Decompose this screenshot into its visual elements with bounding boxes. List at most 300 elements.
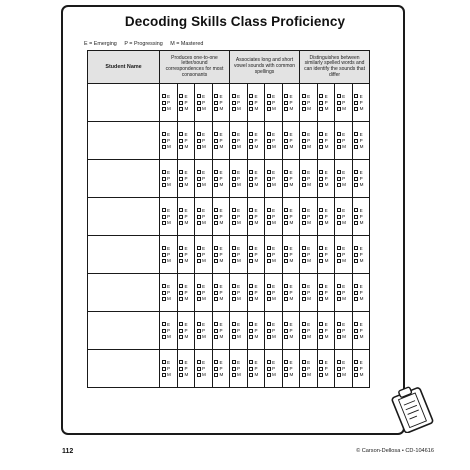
rating-option[interactable] — [249, 366, 262, 371]
rating-option[interactable] — [179, 132, 192, 137]
rating-option[interactable] — [354, 94, 367, 99]
rating-option[interactable] — [162, 100, 175, 105]
rating-option[interactable] — [197, 334, 210, 339]
checkbox[interactable] — [302, 246, 306, 250]
rating-option[interactable] — [214, 208, 227, 213]
rating-option[interactable] — [302, 284, 315, 289]
checkbox[interactable] — [337, 329, 341, 333]
rating-option[interactable] — [249, 100, 262, 105]
rating-option[interactable] — [337, 334, 350, 339]
checkbox[interactable] — [197, 246, 201, 250]
rating-option[interactable] — [232, 132, 245, 137]
rating-option[interactable] — [319, 220, 332, 225]
checkbox[interactable] — [214, 322, 218, 326]
checkbox[interactable] — [179, 101, 183, 105]
checkbox[interactable] — [197, 132, 201, 136]
checkbox[interactable] — [319, 297, 323, 301]
rating-option[interactable] — [162, 328, 175, 333]
checkbox[interactable] — [267, 329, 271, 333]
rating-option[interactable] — [162, 284, 175, 289]
rating-option[interactable] — [319, 328, 332, 333]
rating-option[interactable] — [197, 138, 210, 143]
checkbox[interactable] — [249, 145, 253, 149]
rating-option[interactable] — [179, 214, 192, 219]
checkbox[interactable] — [337, 170, 341, 174]
rating-option[interactable] — [337, 176, 350, 181]
rating-option[interactable] — [162, 252, 175, 257]
rating-option[interactable] — [232, 208, 245, 213]
rating-option[interactable] — [197, 176, 210, 181]
checkbox[interactable] — [232, 132, 236, 136]
rating-option[interactable] — [197, 208, 210, 213]
checkbox[interactable] — [267, 101, 271, 105]
checkbox[interactable] — [214, 259, 218, 263]
checkbox[interactable] — [197, 145, 201, 149]
rating-option[interactable] — [354, 290, 367, 295]
checkbox[interactable] — [354, 139, 358, 143]
checkbox[interactable] — [354, 329, 358, 333]
checkbox[interactable] — [337, 139, 341, 143]
checkbox[interactable] — [319, 253, 323, 257]
rating-option[interactable] — [284, 334, 297, 339]
checkbox[interactable] — [302, 329, 306, 333]
rating-option[interactable] — [249, 360, 262, 365]
checkbox[interactable] — [162, 360, 166, 364]
checkbox[interactable] — [249, 284, 253, 288]
rating-option[interactable] — [232, 170, 245, 175]
rating-option[interactable] — [249, 170, 262, 175]
checkbox[interactable] — [354, 297, 358, 301]
rating-option[interactable] — [337, 220, 350, 225]
checkbox[interactable] — [179, 360, 183, 364]
checkbox[interactable] — [302, 139, 306, 143]
rating-option[interactable] — [354, 176, 367, 181]
checkbox[interactable] — [179, 259, 183, 263]
rating-option[interactable] — [319, 100, 332, 105]
rating-option[interactable] — [284, 246, 297, 251]
checkbox[interactable] — [267, 139, 271, 143]
rating-option[interactable] — [337, 246, 350, 251]
checkbox[interactable] — [249, 107, 253, 111]
checkbox[interactable] — [232, 284, 236, 288]
rating-option[interactable] — [162, 360, 175, 365]
rating-option[interactable] — [197, 296, 210, 301]
rating-option[interactable] — [319, 296, 332, 301]
rating-option[interactable] — [162, 182, 175, 187]
rating-option[interactable] — [179, 290, 192, 295]
rating-option[interactable] — [319, 252, 332, 257]
checkbox[interactable] — [162, 335, 166, 339]
rating-option[interactable] — [319, 182, 332, 187]
rating-option[interactable] — [179, 100, 192, 105]
rating-option[interactable] — [302, 170, 315, 175]
checkbox[interactable] — [179, 221, 183, 225]
rating-option[interactable] — [162, 208, 175, 213]
rating-option[interactable] — [232, 252, 245, 257]
checkbox[interactable] — [179, 329, 183, 333]
checkbox[interactable] — [197, 322, 201, 326]
rating-option[interactable] — [302, 138, 315, 143]
checkbox[interactable] — [354, 107, 358, 111]
checkbox[interactable] — [284, 132, 288, 136]
checkbox[interactable] — [232, 170, 236, 174]
checkbox[interactable] — [197, 215, 201, 219]
rating-option[interactable] — [179, 220, 192, 225]
rating-option[interactable] — [179, 208, 192, 213]
checkbox[interactable] — [337, 253, 341, 257]
rating-option[interactable] — [197, 284, 210, 289]
rating-option[interactable] — [302, 144, 315, 149]
checkbox[interactable] — [232, 221, 236, 225]
checkbox[interactable] — [249, 246, 253, 250]
checkbox[interactable] — [179, 177, 183, 181]
rating-option[interactable] — [354, 138, 367, 143]
checkbox[interactable] — [197, 183, 201, 187]
checkbox[interactable] — [214, 177, 218, 181]
checkbox[interactable] — [267, 208, 271, 212]
rating-option[interactable] — [249, 214, 262, 219]
checkbox[interactable] — [354, 322, 358, 326]
rating-option[interactable] — [214, 284, 227, 289]
rating-option[interactable] — [249, 182, 262, 187]
checkbox[interactable] — [162, 139, 166, 143]
rating-option[interactable] — [354, 258, 367, 263]
checkbox[interactable] — [302, 183, 306, 187]
checkbox[interactable] — [302, 367, 306, 371]
rating-option[interactable] — [214, 322, 227, 327]
student-name-cell[interactable] — [88, 122, 160, 160]
checkbox[interactable] — [302, 177, 306, 181]
checkbox[interactable] — [284, 367, 288, 371]
rating-option[interactable] — [284, 94, 297, 99]
rating-option[interactable] — [337, 284, 350, 289]
checkbox[interactable] — [284, 329, 288, 333]
checkbox[interactable] — [179, 145, 183, 149]
checkbox[interactable] — [162, 107, 166, 111]
checkbox[interactable] — [319, 259, 323, 263]
checkbox[interactable] — [162, 291, 166, 295]
rating-option[interactable] — [232, 220, 245, 225]
checkbox[interactable] — [302, 253, 306, 257]
rating-option[interactable] — [214, 246, 227, 251]
rating-option[interactable] — [354, 170, 367, 175]
rating-option[interactable] — [267, 322, 280, 327]
checkbox[interactable] — [337, 367, 341, 371]
rating-option[interactable] — [214, 94, 227, 99]
checkbox[interactable] — [267, 373, 271, 377]
checkbox[interactable] — [232, 183, 236, 187]
checkbox[interactable] — [179, 291, 183, 295]
rating-option[interactable] — [197, 214, 210, 219]
rating-option[interactable] — [232, 296, 245, 301]
checkbox[interactable] — [232, 177, 236, 181]
checkbox[interactable] — [232, 291, 236, 295]
checkbox[interactable] — [302, 322, 306, 326]
checkbox[interactable] — [232, 246, 236, 250]
student-name-cell[interactable] — [88, 312, 160, 350]
checkbox[interactable] — [249, 335, 253, 339]
rating-option[interactable] — [162, 258, 175, 263]
checkbox[interactable] — [354, 177, 358, 181]
rating-option[interactable] — [354, 360, 367, 365]
checkbox[interactable] — [232, 94, 236, 98]
rating-option[interactable] — [284, 372, 297, 377]
rating-option[interactable] — [302, 322, 315, 327]
rating-option[interactable] — [214, 176, 227, 181]
checkbox[interactable] — [267, 253, 271, 257]
rating-option[interactable] — [179, 322, 192, 327]
rating-option[interactable] — [267, 246, 280, 251]
checkbox[interactable] — [319, 139, 323, 143]
checkbox[interactable] — [302, 297, 306, 301]
rating-option[interactable] — [302, 296, 315, 301]
checkbox[interactable] — [197, 360, 201, 364]
checkbox[interactable] — [249, 208, 253, 212]
checkbox[interactable] — [354, 101, 358, 105]
rating-option[interactable] — [162, 334, 175, 339]
checkbox[interactable] — [214, 94, 218, 98]
rating-option[interactable] — [319, 138, 332, 143]
rating-option[interactable] — [284, 290, 297, 295]
rating-option[interactable] — [284, 106, 297, 111]
rating-option[interactable] — [319, 176, 332, 181]
checkbox[interactable] — [197, 253, 201, 257]
student-name-cell[interactable] — [88, 198, 160, 236]
checkbox[interactable] — [337, 291, 341, 295]
checkbox[interactable] — [162, 221, 166, 225]
checkbox[interactable] — [284, 221, 288, 225]
checkbox[interactable] — [319, 322, 323, 326]
rating-option[interactable] — [337, 214, 350, 219]
checkbox[interactable] — [214, 291, 218, 295]
rating-option[interactable] — [267, 176, 280, 181]
checkbox[interactable] — [214, 215, 218, 219]
rating-option[interactable] — [337, 296, 350, 301]
rating-option[interactable] — [179, 328, 192, 333]
checkbox[interactable] — [214, 139, 218, 143]
checkbox[interactable] — [354, 246, 358, 250]
checkbox[interactable] — [284, 177, 288, 181]
checkbox[interactable] — [197, 139, 201, 143]
rating-option[interactable] — [249, 296, 262, 301]
rating-option[interactable] — [319, 334, 332, 339]
checkbox[interactable] — [162, 183, 166, 187]
checkbox[interactable] — [354, 145, 358, 149]
rating-option[interactable] — [197, 366, 210, 371]
rating-option[interactable] — [197, 322, 210, 327]
checkbox[interactable] — [354, 335, 358, 339]
rating-option[interactable] — [267, 372, 280, 377]
rating-option[interactable] — [179, 170, 192, 175]
checkbox[interactable] — [302, 215, 306, 219]
rating-option[interactable] — [232, 182, 245, 187]
rating-option[interactable] — [179, 334, 192, 339]
rating-option[interactable] — [284, 258, 297, 263]
checkbox[interactable] — [354, 94, 358, 98]
checkbox[interactable] — [214, 101, 218, 105]
rating-option[interactable] — [214, 372, 227, 377]
rating-option[interactable] — [354, 328, 367, 333]
checkbox[interactable] — [249, 132, 253, 136]
checkbox[interactable] — [179, 335, 183, 339]
rating-option[interactable] — [232, 246, 245, 251]
checkbox[interactable] — [284, 259, 288, 263]
checkbox[interactable] — [162, 367, 166, 371]
rating-option[interactable] — [337, 372, 350, 377]
rating-option[interactable] — [354, 214, 367, 219]
rating-option[interactable] — [179, 138, 192, 143]
checkbox[interactable] — [232, 259, 236, 263]
rating-option[interactable] — [197, 290, 210, 295]
rating-option[interactable] — [284, 322, 297, 327]
checkbox[interactable] — [337, 335, 341, 339]
rating-option[interactable] — [337, 360, 350, 365]
checkbox[interactable] — [302, 170, 306, 174]
rating-option[interactable] — [319, 360, 332, 365]
rating-option[interactable] — [337, 322, 350, 327]
rating-option[interactable] — [249, 334, 262, 339]
rating-option[interactable] — [354, 132, 367, 137]
rating-option[interactable] — [267, 214, 280, 219]
rating-option[interactable] — [302, 360, 315, 365]
checkbox[interactable] — [284, 253, 288, 257]
rating-option[interactable] — [267, 100, 280, 105]
checkbox[interactable] — [249, 360, 253, 364]
rating-option[interactable] — [232, 106, 245, 111]
rating-option[interactable] — [284, 100, 297, 105]
checkbox[interactable] — [214, 335, 218, 339]
rating-option[interactable] — [214, 366, 227, 371]
rating-option[interactable] — [267, 258, 280, 263]
rating-option[interactable] — [249, 328, 262, 333]
checkbox[interactable] — [197, 107, 201, 111]
checkbox[interactable] — [197, 329, 201, 333]
rating-option[interactable] — [249, 106, 262, 111]
checkbox[interactable] — [214, 170, 218, 174]
checkbox[interactable] — [232, 329, 236, 333]
checkbox[interactable] — [354, 183, 358, 187]
rating-option[interactable] — [302, 94, 315, 99]
rating-option[interactable] — [179, 176, 192, 181]
checkbox[interactable] — [319, 215, 323, 219]
checkbox[interactable] — [267, 215, 271, 219]
checkbox[interactable] — [214, 360, 218, 364]
checkbox[interactable] — [232, 373, 236, 377]
checkbox[interactable] — [284, 208, 288, 212]
checkbox[interactable] — [337, 322, 341, 326]
rating-option[interactable] — [162, 138, 175, 143]
checkbox[interactable] — [337, 177, 341, 181]
checkbox[interactable] — [319, 373, 323, 377]
rating-option[interactable] — [267, 360, 280, 365]
rating-option[interactable] — [197, 328, 210, 333]
rating-option[interactable] — [232, 284, 245, 289]
checkbox[interactable] — [197, 291, 201, 295]
rating-option[interactable] — [179, 106, 192, 111]
checkbox[interactable] — [337, 297, 341, 301]
rating-option[interactable] — [354, 334, 367, 339]
checkbox[interactable] — [284, 94, 288, 98]
rating-option[interactable] — [284, 252, 297, 257]
rating-option[interactable] — [302, 106, 315, 111]
checkbox[interactable] — [267, 170, 271, 174]
checkbox[interactable] — [214, 284, 218, 288]
rating-option[interactable] — [284, 220, 297, 225]
checkbox[interactable] — [354, 373, 358, 377]
checkbox[interactable] — [302, 259, 306, 263]
rating-option[interactable] — [302, 258, 315, 263]
checkbox[interactable] — [249, 373, 253, 377]
rating-option[interactable] — [284, 366, 297, 371]
rating-option[interactable] — [179, 144, 192, 149]
rating-option[interactable] — [249, 132, 262, 137]
checkbox[interactable] — [162, 215, 166, 219]
rating-option[interactable] — [354, 208, 367, 213]
rating-option[interactable] — [214, 296, 227, 301]
rating-option[interactable] — [267, 290, 280, 295]
rating-option[interactable] — [162, 132, 175, 137]
checkbox[interactable] — [162, 246, 166, 250]
rating-option[interactable] — [337, 94, 350, 99]
checkbox[interactable] — [354, 253, 358, 257]
rating-option[interactable] — [354, 252, 367, 257]
checkbox[interactable] — [302, 145, 306, 149]
rating-option[interactable] — [179, 372, 192, 377]
checkbox[interactable] — [319, 177, 323, 181]
checkbox[interactable] — [284, 246, 288, 250]
rating-option[interactable] — [267, 252, 280, 257]
rating-option[interactable] — [302, 246, 315, 251]
checkbox[interactable] — [249, 170, 253, 174]
checkbox[interactable] — [249, 94, 253, 98]
checkbox[interactable] — [267, 107, 271, 111]
rating-option[interactable] — [249, 208, 262, 213]
rating-option[interactable] — [162, 290, 175, 295]
checkbox[interactable] — [249, 367, 253, 371]
checkbox[interactable] — [179, 215, 183, 219]
checkbox[interactable] — [302, 101, 306, 105]
checkbox[interactable] — [197, 221, 201, 225]
checkbox[interactable] — [267, 259, 271, 263]
checkbox[interactable] — [249, 259, 253, 263]
checkbox[interactable] — [319, 94, 323, 98]
rating-option[interactable] — [162, 214, 175, 219]
checkbox[interactable] — [319, 101, 323, 105]
rating-option[interactable] — [337, 208, 350, 213]
checkbox[interactable] — [284, 183, 288, 187]
checkbox[interactable] — [354, 215, 358, 219]
rating-option[interactable] — [354, 100, 367, 105]
rating-option[interactable] — [319, 106, 332, 111]
checkbox[interactable] — [267, 145, 271, 149]
rating-option[interactable] — [214, 132, 227, 137]
checkbox[interactable] — [284, 373, 288, 377]
checkbox[interactable] — [319, 329, 323, 333]
rating-option[interactable] — [319, 94, 332, 99]
rating-option[interactable] — [232, 334, 245, 339]
rating-option[interactable] — [354, 144, 367, 149]
checkbox[interactable] — [284, 322, 288, 326]
checkbox[interactable] — [302, 107, 306, 111]
checkbox[interactable] — [319, 291, 323, 295]
checkbox[interactable] — [232, 101, 236, 105]
checkbox[interactable] — [162, 177, 166, 181]
rating-option[interactable] — [162, 246, 175, 251]
rating-option[interactable] — [354, 246, 367, 251]
checkbox[interactable] — [284, 335, 288, 339]
checkbox[interactable] — [179, 139, 183, 143]
rating-option[interactable] — [179, 182, 192, 187]
